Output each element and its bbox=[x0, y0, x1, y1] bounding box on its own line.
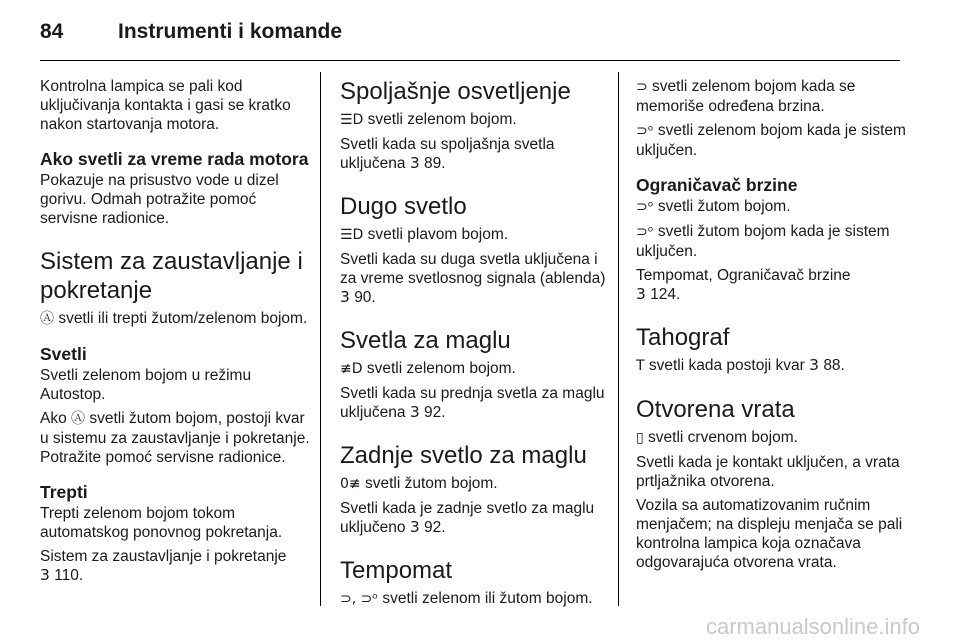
cruise-control-on-icon: ⊃ᵒ bbox=[636, 123, 654, 139]
page-ref-icon: 3 bbox=[636, 285, 646, 303]
exterior-text: ☰D svetli zelenom bojom. bbox=[340, 111, 517, 128]
cruise-control-on-icon: ⊃ᵒ bbox=[360, 591, 379, 607]
intro-text: Kontrolna lampica se pali kod uključivanja kontakta i gasi se kratko nakon startovanja motora. bbox=[40, 78, 291, 133]
speed-limiter-icon: ⊃ᵒ bbox=[636, 224, 654, 240]
water-text: Pokazuje na prisustvo vode u dizel gorivu. Odmah potražite pomoć servisne radionice. bbox=[40, 172, 279, 227]
column-3 bbox=[636, 77, 906, 577]
tacho-title: Tahograf bbox=[636, 324, 730, 351]
door-open-icon: ▯ bbox=[636, 430, 644, 446]
limiter-reference: Tempomat, Ograničavač brzine 3 124. bbox=[636, 267, 851, 303]
tacho-text: T svetli kada postoji kvar 3 88. bbox=[636, 356, 845, 374]
limiter-text-1: ⊃ᵒ svetli žutom bojom. bbox=[636, 198, 791, 215]
exterior-light-icon: ☰D bbox=[340, 112, 364, 128]
high-beam-desc: Svetli kada su duga svetla uključena i za vreme svetlosnog signala (ablenda) 3 90. bbox=[340, 251, 606, 306]
door-title: Otvorena vrata bbox=[636, 396, 795, 423]
high-beam-text: ☰D svetli plavom bojom. bbox=[340, 226, 509, 243]
door-text: ▯ svetli crvenom bojom. bbox=[636, 429, 798, 446]
tachograph-icon: T bbox=[636, 358, 645, 374]
autostop-icon: Ⓐ bbox=[71, 411, 86, 427]
stop-start-text: Ⓐ svetli ili trepti žutom/zelenom bojom. bbox=[40, 310, 308, 327]
page-ref-icon: 3 bbox=[409, 403, 420, 421]
limiter-text-2: ⊃ᵒ svetli žutom bojom kada je sistem uključen. bbox=[636, 223, 890, 260]
page-ref-icon: 3 bbox=[340, 288, 350, 306]
cruise-title: Tempomat bbox=[340, 557, 453, 584]
page-ref-icon: 3 bbox=[809, 356, 819, 374]
flash-text: Trepti zelenom bojom tokom automatskog ponovnog pokretanja. bbox=[40, 505, 283, 541]
stop-start-title: Sistem za zaustavljanje i pokretanje bbox=[40, 248, 303, 304]
high-beam-title: Dugo svetlo bbox=[340, 193, 467, 220]
rear-fog-light-icon: 0≢ bbox=[340, 476, 361, 492]
door-desc-1: Svetli kada je kontakt uključen, a vrata prtljažnika otvorena. bbox=[636, 454, 900, 490]
rear-fog-title: Zadnje svetlo za maglu bbox=[340, 442, 587, 469]
lit-if-text: Ako Ⓐ svetli žutom bojom, postoji kvar u sistemu za zaustavljanje i pokretanje. Potražite pomoć servisne radionice. bbox=[40, 410, 310, 466]
rear-fog-desc: Svetli kada je zadnje svetlo za maglu uključeno 3 92. bbox=[340, 500, 595, 536]
lit-text: Svetli zelenom bojom u režimu Autostop. bbox=[40, 367, 252, 403]
exterior-desc: Svetli kada su spoljašnja svetla uključena 3 89. bbox=[340, 136, 555, 172]
header-divider bbox=[40, 60, 900, 61]
fog-title: Svetla za maglu bbox=[340, 327, 511, 354]
cruise-control-icon: ⊃, bbox=[340, 591, 357, 607]
exterior-title: Spoljašnje osvetljenje bbox=[340, 78, 571, 105]
column-2 bbox=[340, 77, 606, 614]
autostop-icon: Ⓐ bbox=[40, 311, 54, 327]
cruise-memory-text: ⊃ svetli zelenom bojom kada se memoriše određena brzina. bbox=[636, 78, 856, 115]
page-ref-icon: 3 bbox=[40, 566, 50, 584]
door-desc-2: Vozila sa automatizovanim ručnim menjačem; na displeju menjača se pali kontrolna lampica koja označava odgovarajuća otvorena vrata. bbox=[636, 497, 903, 571]
cruise-text: ⊃, ⊃ᵒ svetli zelenom ili žutom bojom. bbox=[340, 590, 593, 607]
column-divider-1 bbox=[320, 72, 321, 606]
lit-heading: Svetli bbox=[40, 344, 87, 364]
page-ref-icon: 3 bbox=[409, 154, 420, 172]
cruise-on-text: ⊃ᵒ svetli zelenom bojom kada je sistem uključen. bbox=[636, 122, 906, 159]
column-1 bbox=[40, 77, 312, 590]
limiter-heading: Ograničavač brzine bbox=[636, 175, 798, 195]
column-divider-2 bbox=[618, 72, 619, 606]
rear-fog-text: 0≢ svetli žutom bojom. bbox=[340, 475, 498, 492]
page-title: Instrumenti i komande bbox=[118, 20, 343, 43]
page-number: 84 bbox=[40, 20, 64, 43]
speed-limiter-icon: ⊃ᵒ bbox=[636, 199, 654, 215]
cruise-control-icon: ⊃ bbox=[636, 79, 648, 95]
page-ref-icon: 3 bbox=[409, 518, 420, 536]
fog-text: ≢D svetli zelenom bojom. bbox=[340, 360, 516, 377]
flash-heading: Trepti bbox=[40, 482, 88, 502]
water-heading: Ako svetli za vreme rada motora bbox=[40, 149, 309, 169]
fog-desc: Svetli kada su prednja svetla za maglu uključena 3 92. bbox=[340, 385, 605, 421]
watermark: carmanualsonline.info bbox=[705, 614, 920, 639]
fog-light-icon: ≢D bbox=[340, 361, 363, 377]
stop-start-reference: Sistem za zaustavljanje i pokretanje 3 110. bbox=[40, 548, 287, 584]
high-beam-icon: ☰D bbox=[340, 227, 364, 243]
